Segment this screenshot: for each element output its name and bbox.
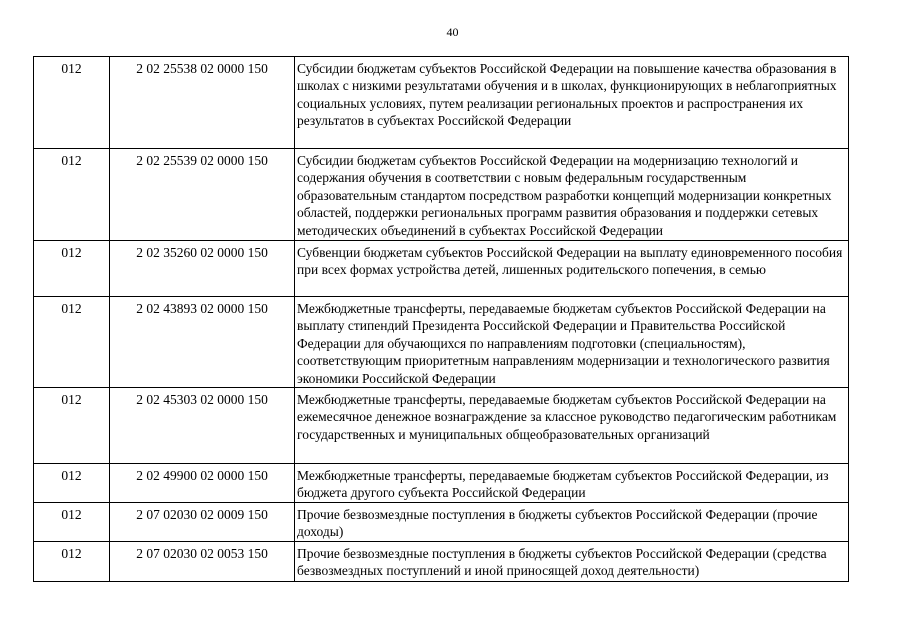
income-code-cell: 2 07 02030 02 0009 150: [110, 502, 295, 541]
admin-code-cell: 012: [34, 149, 110, 241]
admin-code-cell: 012: [34, 464, 110, 503]
income-code-cell: 2 02 43893 02 0000 150: [110, 297, 295, 388]
income-code-cell: 2 02 35260 02 0000 150: [110, 241, 295, 297]
table-row: [34, 241, 849, 297]
income-code-cell: 2 02 45303 02 0000 150: [110, 388, 295, 464]
table-row: [34, 388, 849, 464]
admin-code-cell: 012: [34, 241, 110, 297]
income-codes-table: [33, 56, 849, 582]
income-name-cell: Субвенции бюджетам субъектов Российской Федерации на выплату единовременного пособия при всех формах устройства детей, лишенных родительского попечения, в семью: [295, 241, 849, 297]
income-name-cell: Прочие безвозмездные поступления в бюджеты субъектов Российской Федерации (средства безвозмездных поступлений и иной приносящей доход деятельности): [295, 541, 849, 581]
income-code-cell: 2 07 02030 02 0053 150: [110, 541, 295, 581]
table-row: [34, 541, 849, 581]
income-code-cell: 2 02 49900 02 0000 150: [110, 464, 295, 503]
admin-code-cell: 012: [34, 502, 110, 541]
table-row: [34, 149, 849, 241]
admin-code-cell: 012: [34, 57, 110, 149]
page-number: 40: [446, 25, 459, 39]
income-code-cell: 2 02 25538 02 0000 150: [110, 57, 295, 149]
table-row: [34, 464, 849, 503]
income-name-cell: Субсидии бюджетам субъектов Российской Федерации на модернизацию технологий и содержания обучения в соответствии с новым федеральным государственным образовательным стандартом посредством разработки концепций модернизации конкретных областей, поддержки региональных программ развития образования и поддержки сетевых методических объединений в субъектах Российской Федерации: [295, 149, 849, 241]
admin-code-cell: 012: [34, 388, 110, 464]
income-code-cell: 2 02 25539 02 0000 150: [110, 149, 295, 241]
table-row: [34, 297, 849, 388]
income-name-cell: Прочие безвозмездные поступления в бюджеты субъектов Российской Федерации (прочие доходы): [295, 502, 849, 541]
table-row: [34, 502, 849, 541]
admin-code-cell: 012: [34, 297, 110, 388]
income-name-cell: Субсидии бюджетам субъектов Российской Федерации на повышение качества образования в школах с низкими результатами обучения и в школах, функционирующих в неблагоприятных социальных условиях, путем реализации региональных проектов и распространения их результатов в субъектах Российской Федерации: [295, 57, 849, 149]
admin-code-cell: 012: [34, 541, 110, 581]
income-name-cell: Межбюджетные трансферты, передаваемые бюджетам субъектов Российской Федерации на выплату стипендий Президента Российской Федерации и Правительства Российской Федерации для обучающихся по направлениям подготовки (специальностям), соответствующим приоритетным направлениям модернизации и технологического развития экономики Российской Федерации: [295, 297, 849, 388]
income-name-cell: Межбюджетные трансферты, передаваемые бюджетам субъектов Российской Федерации на ежемесячное денежное вознаграждение за классное руководство педагогическим работникам государственных и муниципальных общеобразовательных организаций: [295, 388, 849, 464]
income-name-cell: Межбюджетные трансферты, передаваемые бюджетам субъектов Российской Федерации, из бюджета другого субъекта Российской Федерации: [295, 464, 849, 503]
table-row: [34, 57, 849, 149]
